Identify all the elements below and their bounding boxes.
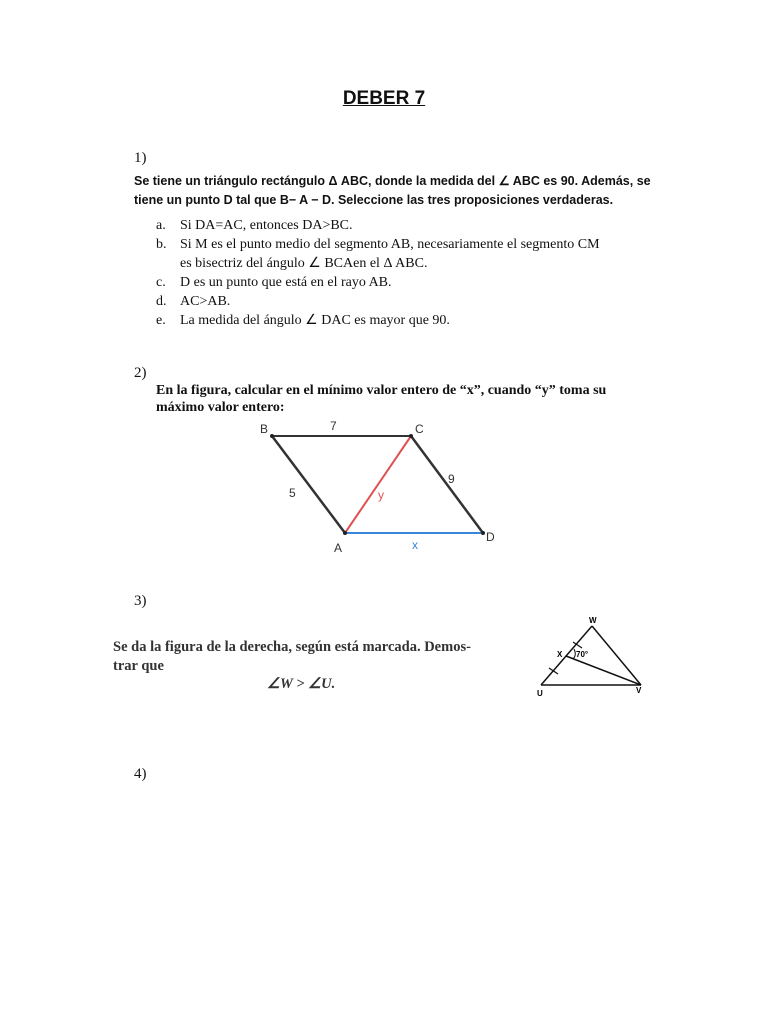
label-bc-length: 7	[330, 419, 337, 433]
q1-statement-line1: Se tiene un triángulo rectángulo Δ ABC, donde la medida del ∠ ABC es 90. Además, se	[134, 174, 651, 188]
page-title: DEBER 7	[342, 88, 426, 109]
q2-statement-line2: máximo valor entero:	[156, 400, 285, 415]
q3-statement-line1: Se da la figura de la derecha, según está marcada. Demos-	[113, 639, 471, 655]
point-b	[270, 434, 274, 438]
q1-option-d: d. AC>AB.	[156, 294, 231, 309]
q2-statement-line1: En la figura, calcular en el mínimo valor entero de “x”, cuando “y” toma su	[156, 383, 607, 398]
segment-ac	[345, 436, 411, 533]
label-ab-length: 5	[289, 486, 296, 500]
segment-cd	[411, 436, 483, 533]
q2-number: 2)	[134, 365, 147, 381]
label-v: V	[636, 686, 642, 695]
label-c: C	[415, 422, 424, 436]
point-a	[343, 531, 347, 535]
label-angle-70: 70°	[576, 650, 589, 659]
label-ad-x: x	[412, 538, 418, 552]
q1-option-e: e. La medida del ángulo ∠ DAC es mayor que 90.	[156, 313, 450, 328]
q3-statement-line2: trar que	[113, 658, 164, 674]
q3-statement	[113, 638, 513, 676]
q1-option-c: c. D es un punto que está en el rayo AB.	[156, 275, 392, 290]
q3-inequality: ∠W > ∠U.	[267, 676, 336, 692]
label-d: D	[486, 530, 495, 544]
label-b: B	[260, 422, 269, 436]
q1-options	[156, 216, 666, 330]
q3-number: 3)	[134, 593, 147, 609]
label-u: U	[537, 689, 543, 698]
label-w: W	[589, 616, 597, 625]
label-ac-y: y	[378, 488, 384, 502]
q3-triangle-figure	[530, 612, 655, 704]
q1-statement	[134, 172, 674, 210]
q1-statement-line2: tiene un punto D tal que B− A − D. Seleccione las tres proposiciones verdaderas.	[134, 193, 614, 207]
q1-option-b: b. Si M es el punto medio del segmento AB, necesariamente el segmento CM	[156, 237, 600, 252]
point-c	[409, 434, 413, 438]
q2-statement	[156, 382, 636, 416]
label-cd-length: 9	[448, 472, 455, 486]
q1-number: 1)	[134, 150, 147, 166]
angle-arc	[573, 649, 575, 659]
q2-quadrilateral-figure	[250, 415, 510, 560]
point-d	[481, 531, 485, 535]
label-x: X	[557, 650, 563, 659]
q4-number: 4)	[134, 766, 147, 782]
q1-option-b-cont: es bisectriz del ángulo ∠ BCAen el Δ ABC.	[180, 256, 428, 271]
segment-ab	[272, 436, 345, 533]
q1-option-a: a. Si DA=AC, entonces DA>BC.	[156, 218, 353, 233]
label-a: A	[334, 541, 343, 555]
